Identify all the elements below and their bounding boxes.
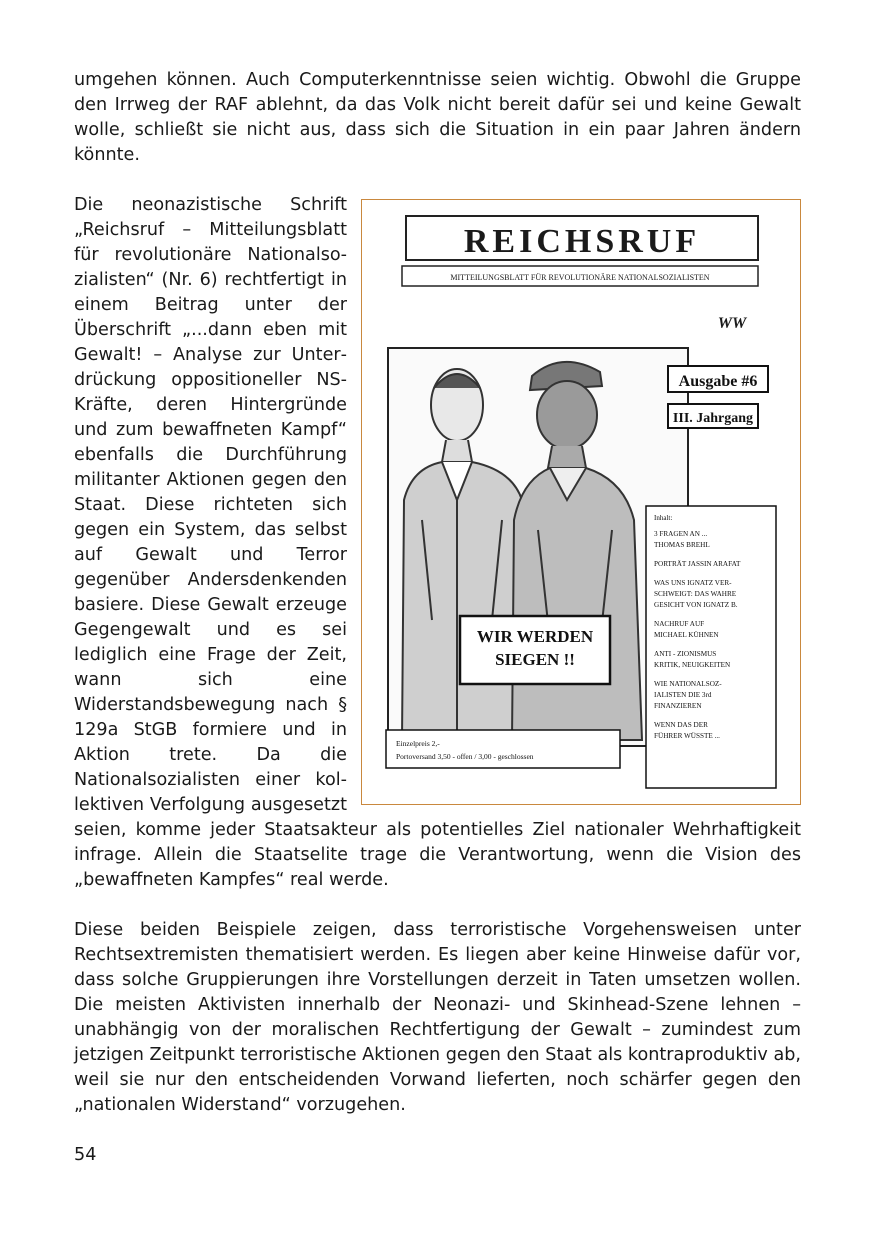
cover-volume: III. Jahrgang (672, 411, 754, 426)
cover-issue: Ausgabe #6 (678, 373, 758, 390)
cover-subtitle: MITTEILUNGSBLATT FÜR REVOLUTIONÄRE NATIONALSOZIALISTEN (450, 273, 710, 282)
contents-item: WAS UNS IGNATZ VER- (654, 579, 732, 587)
slogan-line-2: SIEGEN !! (495, 650, 575, 669)
contents-item: THOMAS BREHL (654, 541, 710, 549)
reichsruf-cover-image (362, 200, 800, 804)
paragraph-2: Die neonazistische Schrift „Reichsruf – Mitteilungsblatt für revolutionäre Nationalsozialisten“ (Nr. 6) rechtfertigt in einem Beitrag unter der Überschrift „...dann eben mit Gewalt! – Analyse zur Unterdrückung oppositioneller NS-Kräfte, deren Hintergründe und zum bewaffneten Kampf“ ebenfalls die Durchführung militanter Aktionen gegen den Staat. Diese richteten sich gegen ein System, das selbst auf Gewalt und Terror gegenüber Andersdenkenden basiere. Diese Gewalt erzeuge Gegengewalt und es sei lediglich eine Frage der Zeit, wann sich eine Widerstandsbewegung nach § 129a StGB formiere und in Aktion trete. Da die Nationalsozialisten einer kollektiven Verfolgung ausgesetzt seien, komme jeder Staatsakteur als potentielles Ziel nationaler Wehrhaftigkeit infrage. Allein die Staatselite trage die Verantwortung, wenn die Vision des „bewaffneten Kampfes“ real werde. (74, 195, 801, 890)
page-body (74, 68, 801, 1118)
contents-item: 3 FRAGEN AN ... (654, 530, 708, 538)
contents-heading: Inhalt: (654, 514, 673, 522)
price-line-1: Einzelpreis 2,- (396, 739, 440, 748)
contents-item: FINANZIEREN (654, 702, 702, 710)
paragraph-1: umgehen können. Auch Computerkenntnisse seien wichtig. Obwohl die Gruppe den Irrweg der RAF ablehnt, da das Volk nicht bereit dafür sei und keine Gewalt wolle, schließt sie nicht aus, dass sich die Situation in ein paar Jahren ändern könnte. (74, 70, 801, 165)
price-box (386, 730, 620, 768)
reichsruf-cover-figure (361, 199, 801, 805)
contents-item: IALISTEN DIE 3rd (654, 691, 712, 699)
contents-item: MICHAEL KÜHNEN (654, 631, 719, 639)
contents-item: KRITIK, NEUIGKEITEN (654, 661, 731, 669)
page-number: 54 (74, 1145, 97, 1165)
cover-logo: WW (717, 315, 747, 332)
cover-title: REICHSRUF (463, 223, 701, 260)
contents-item: SCHWEIGT: DAS WAHRE (654, 590, 737, 598)
contents-item: PORTRÄT JASSIN ARAFAT (654, 560, 741, 568)
contents-item: ANTI - ZIONISMUS (654, 650, 717, 658)
paragraph-2-with-figure (74, 193, 801, 893)
contents-item: FÜHRER WÜSSTE ... (654, 732, 720, 740)
price-line-2: Portoversand 3,50 - offen / 3,00 - geschlossen (396, 752, 534, 761)
paragraph-3: Diese beiden Beispiele zeigen, dass terroristische Vorgehensweisen unter Rechtsextremisten thematisiert werden. Es liegen aber keine Hinweise dafür vor, dass solche Gruppierungen ihre Vorstellungen derzeit in Taten umsetzen wollen. Die meisten Aktivisten innerhalb der Neonazi- und Skinhead-Szene lehnen – unabhängig von der moralischen Rechtfertigung der Gewalt – zumindest zum jetzigen Zeitpunkt terroristische Aktionen gegen den Staat als kontraproduktiv ab, weil sie nur den entscheidenden Vorwand lieferten, noch schärfer gegen den „nationalen Widerstand“ vorzugehen. (74, 920, 801, 1115)
slogan-line-1: WIR WERDEN (476, 627, 594, 646)
contents-item: WIE NATIONALSOZ- (654, 680, 722, 688)
contents-item: WENN DAS DER (654, 721, 708, 729)
contents-item: GESICHT VON IGNATZ B. (654, 601, 738, 609)
contents-item: NACHRUF AUF (654, 620, 705, 628)
